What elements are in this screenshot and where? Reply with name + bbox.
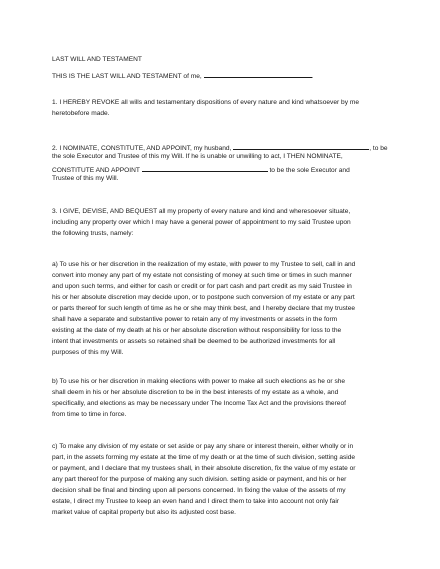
- pc-line-1: c) To make any division of my estate or set aside or pay any share or interest therein, either wholly or in: [52, 443, 354, 450]
- p3-line-1: 3. I GIVE, DEVISE, AND BEQUEST all my property of every nature and kind and wheresoever situate,: [52, 208, 351, 215]
- p1-line-2: heretobefore made.: [52, 110, 110, 117]
- p3-line-2: including any property over which I may have a general power of appointment to my said Trustee upon: [52, 219, 351, 226]
- document-title: LAST WILL AND TESTAMENT: [52, 56, 142, 63]
- pc-line-7: market value of capital property but also its adjusted cost base.: [52, 509, 236, 516]
- pa-line-4: his or her absolute discretion may decide upon, or to postpone such conversion of my estate or any part: [52, 294, 355, 301]
- pa-line-6: shall have a separate and substantive power to retain any of my investments or assets in the form: [52, 316, 338, 323]
- pc-line-3: or payment, and I declare that my trustees shall, in their absolute discretion, fix the value of my estate or: [52, 465, 356, 472]
- p2-line-1-tail: , to be: [369, 145, 388, 152]
- pa-line-9: purposes of this my Will.: [52, 349, 124, 356]
- p2-line-3-tail: to be the sole Executor and: [267, 167, 350, 174]
- pc-line-5: decision shall be final and binding upon all persons concerned. In fixing the value of the assets of my: [52, 487, 346, 494]
- pa-line-7: existing at the date of my death at his or her absolute discretion without responsibility for loss to the: [52, 327, 342, 334]
- p2-line-1: [52, 143, 388, 153]
- pa-line-3: and upon such terms, and either for cash or credit or for part cash and part credit as my said Trustee in: [52, 283, 352, 290]
- p2-line-1-text: 2. I NOMINATE, CONSTITUTE, AND APPOINT, my husband,: [52, 145, 234, 152]
- p1-line-1: 1. I HEREBY REVOKE all wills and testamentary dispositions of every nature and kind whatsoever by me: [52, 99, 359, 106]
- intro-period: .: [311, 73, 314, 80]
- husband-name-blank: [233, 143, 369, 150]
- pb-line-1: b) To use his or her discretion in making elections with power to make all such elections as he or she: [52, 378, 346, 385]
- intro-line: [52, 71, 313, 81]
- pb-line-2: shall deem in his or her absolute discretion to be in the best interests of my estate as a whole, and: [52, 389, 339, 396]
- pa-line-8: intent that investments or assets so retained shall be deemed to be authorized investments for all: [52, 338, 336, 345]
- p2-line-3: [52, 165, 350, 175]
- p2-line-3-text: CONSTITUTE AND APPOINT: [52, 167, 142, 174]
- pa-line-1: a) To use his or her discretion in the realization of my estate, with power to my Trustee to sell, call in and: [52, 261, 356, 268]
- p3-line-3: the following trusts, namely:: [52, 230, 134, 237]
- pc-line-2: part, in the assets forming my estate at the time of my death or at the time of such division, setting aside: [52, 454, 356, 461]
- pc-line-4: any part thereof for the purpose of making any such division. setting aside or payment, and his or her: [52, 476, 347, 483]
- p2-line-2: the sole Executor and Trustee of this my Will. If he is unable or unwilling to act, I THEN NOMINATE,: [52, 153, 343, 160]
- pb-line-4: from time to time in force.: [52, 411, 127, 418]
- alternate-executor-blank: [142, 165, 268, 172]
- pa-line-5: or parts thereof for such length of time as he or she may think best, and I hereby declare that my trustee: [52, 305, 356, 312]
- pb-line-3: specifically, and elections as may be necessary under The Income Tax Act and the provisions thereof: [52, 400, 346, 407]
- intro-text: THIS IS THE LAST WILL AND TESTAMENT of me,: [52, 73, 204, 80]
- testator-name-blank: [204, 71, 312, 78]
- pa-line-2: convert into money any part of my estate not consisting of money at such time or times in such manner: [52, 272, 352, 279]
- pc-line-6: estate, I direct my Trustee to keep an even hand and I direct them to take into account not only fair: [52, 498, 339, 505]
- p2-line-4: Trustee of this my Will.: [52, 175, 119, 182]
